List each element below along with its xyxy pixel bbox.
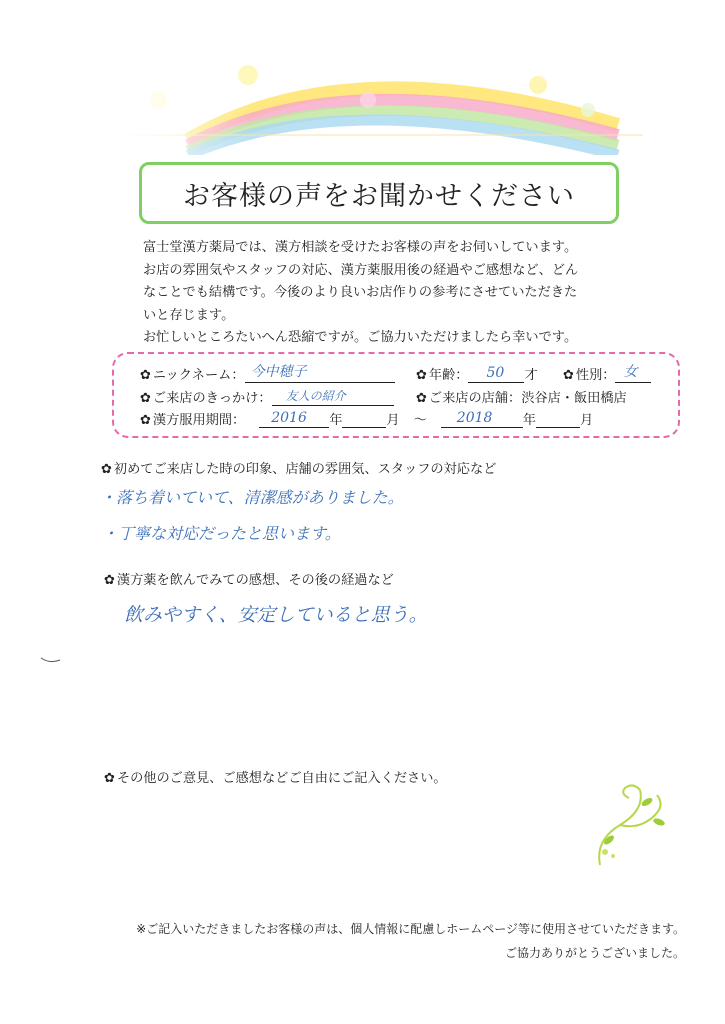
period-field [140,409,593,428]
stray-mark [40,656,62,664]
star-icon: ✿ [104,573,115,588]
age-unit: 才 [524,368,538,383]
store-field [416,387,627,406]
visit-reason-label: ご来店のきっかけ： [152,391,272,406]
visit-reason-value: 友人の紹介 [285,389,346,403]
star-icon: ✿ [416,391,427,406]
intro-line: お店の雰囲気やスタッフの対応、漢方薬服用後の経過やご感想など、どん [143,262,579,278]
period-label: 漢方服用期間： [152,413,246,428]
period-start-month-input[interactable] [342,409,386,428]
visit-reason-input[interactable] [272,387,394,406]
month-unit: 月 [386,413,400,428]
year-unit: 年 [522,413,536,428]
nickname-field [140,364,395,383]
star-icon: ✿ [416,368,427,383]
month-unit: 月 [579,413,594,428]
star-icon: ✿ [140,391,151,406]
question-3-label: その他のご意見、ご感想などご自由にご記入ください。 [116,771,447,786]
year-unit: 年 [329,413,343,428]
question-1-answer-line-2: ・丁寧な対応だったと思います。 [102,524,341,543]
question-1-answer-line-1: ・落ち着いていて、清潔感がありました。 [100,488,404,507]
period-end-year-value: 2018 [456,410,493,426]
question-2-label: 漢方薬を飲んでみての感想、その後の経過など [116,573,394,588]
page-title: お客様の声をお聞かせください [139,162,619,224]
question-3 [104,767,447,786]
star-icon: ✿ [140,368,151,383]
visit-reason-field [140,387,394,406]
star-icon: ✿ [101,462,112,477]
footer-note: ※ご記入いただきましたお客様の声は、個人情報に配慮しホームページ等に使用させていただきます。 [136,922,685,936]
gender-field [563,364,651,383]
star-icon: ✿ [563,368,574,383]
question-1-label: 初めてご来店した時の印象、店舗の雰囲気、スタッフの対応など [113,462,497,477]
gender-value: 女 [623,364,638,380]
period-end-year-input[interactable] [441,409,523,428]
gender-label: 性別： [575,368,616,383]
intro-line: なことでも結構です。今後のより良いお店作りの参考にさせていただきた [143,285,578,300]
intro-line: いと存じます。 [143,307,235,323]
question-1 [101,458,496,477]
footer-thanks: ご協力ありがとうございました。 [504,946,685,960]
nickname-input[interactable] [245,364,395,383]
question-2 [104,569,394,588]
store-label: ご来店の店舗：渋谷店・飯田橋店 [428,391,627,406]
age-field [416,364,538,383]
age-label: 年齢： [428,368,469,383]
intro-line: お忙しいところたいへん恐縮ですが。ご協力いただけましたら幸いです。 [143,330,578,345]
period-start-year-value: 2016 [271,410,307,426]
period-end-month-input[interactable] [536,409,580,428]
star-icon: ✿ [104,771,115,786]
intro-line: 富士堂漢方薬局では、漢方相談を受けたお客様の声をお伺いしています。 [143,240,578,255]
age-value: 50 [486,365,505,381]
leaf-swirl-decoration [585,780,675,870]
rainbow-decoration [118,55,648,155]
gender-input[interactable] [615,364,651,383]
tilde: 〜 [413,413,427,428]
nickname-value: 今中穂子 [250,364,307,380]
age-input[interactable] [468,364,524,383]
question-2-answer-line-1: 飲みやすく、安定していると思う。 [124,604,428,626]
nickname-label: ニックネーム： [152,368,245,383]
period-start-year-input[interactable] [259,409,329,428]
intro-text [143,237,643,350]
star-icon: ✿ [140,413,151,428]
